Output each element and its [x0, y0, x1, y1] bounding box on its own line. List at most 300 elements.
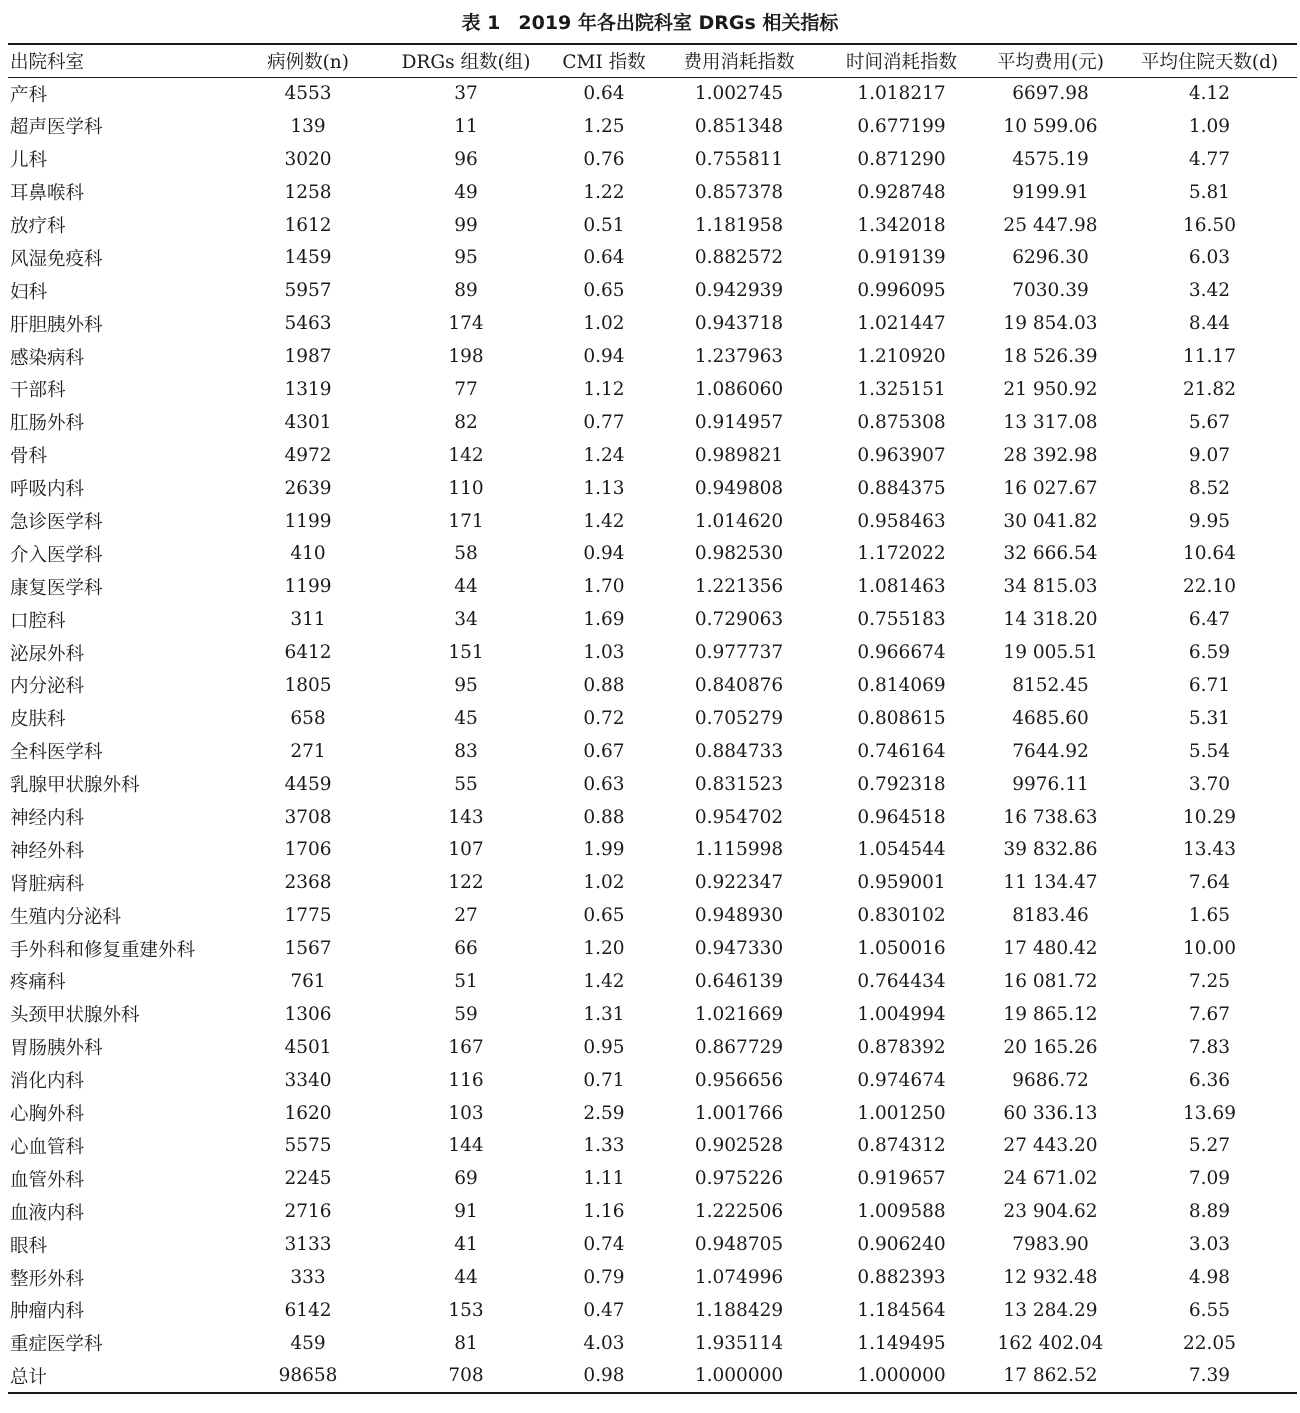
col-header-cmi: CMI 指数 — [554, 44, 654, 77]
cell-cost-index: 1.002745 — [694, 83, 784, 105]
cell-cases: 1258 — [284, 181, 332, 203]
cell-cmi: 1.02 — [583, 313, 625, 335]
cell-cost-index: 0.943718 — [694, 313, 784, 335]
cell-avg-stay: 6.59 — [1188, 642, 1231, 664]
header-row — [8, 44, 1297, 77]
cell-avg-cost: 7030.39 — [1012, 280, 1089, 302]
cell-time-index: 0.928748 — [857, 181, 946, 203]
cell-avg-stay: 6.71 — [1188, 674, 1231, 696]
cell-avg-cost: 11 134.47 — [1003, 872, 1098, 894]
cell-department: 干部科 — [10, 380, 66, 402]
cell-cost-index: 0.884733 — [694, 740, 784, 762]
table-row — [8, 768, 1297, 801]
cell-cases: 4301 — [284, 411, 332, 433]
table-row — [8, 439, 1297, 472]
cell-avg-stay: 1.09 — [1188, 115, 1231, 137]
cell-department: 耳鼻喉科 — [10, 183, 85, 205]
cell-avg-stay: 3.70 — [1188, 773, 1231, 795]
cell-cases: 1775 — [284, 905, 332, 927]
cell-avg-stay: 7.39 — [1122, 1360, 1297, 1393]
cell-time-index: 0.963907 — [857, 444, 946, 466]
cell-avg-stay: 5.67 — [1188, 411, 1231, 433]
table-row — [8, 176, 1297, 209]
cell-cost-index: 0.729063 — [694, 609, 784, 631]
cell-time-index: 0.996095 — [857, 280, 946, 302]
cell-avg-stay: 1.65 — [1188, 905, 1231, 927]
cell-avg-stay: 7.83 — [1188, 1036, 1231, 1058]
cell-department: 乳腺甲状腺外科 — [10, 775, 140, 797]
cell-cases: 1567 — [284, 938, 332, 960]
cell-time-index: 1.210920 — [857, 346, 946, 368]
cell-avg-cost: 14 318.20 — [1003, 609, 1098, 631]
cell-time-index: 0.755183 — [857, 609, 946, 631]
cell-avg-cost: 19 865.12 — [1003, 1003, 1098, 1025]
cell-avg-stay: 5.54 — [1188, 740, 1231, 762]
cell-cmi: 1.03 — [583, 642, 625, 664]
table-row — [8, 1228, 1297, 1261]
cell-cases: 333 — [290, 1267, 326, 1288]
cell-time-index: 1.342018 — [857, 214, 946, 236]
cell-time-index: 1.009588 — [857, 1201, 946, 1223]
cell-drg-groups: 49 — [454, 181, 478, 203]
cell-drg-groups: 44 — [454, 1267, 478, 1288]
cell-cases: 5957 — [284, 280, 332, 302]
cell-avg-stay: 7.64 — [1188, 872, 1231, 894]
cell-time-index: 0.959001 — [857, 872, 946, 894]
cell-drg-groups: 167 — [448, 1036, 484, 1058]
cell-drg-groups: 27 — [454, 905, 478, 927]
cell-department: 总计 — [8, 1360, 238, 1393]
cell-cmi: 1.31 — [583, 1003, 625, 1025]
cell-avg-cost: 162 402.04 — [997, 1332, 1104, 1354]
col-header-avg-stay: 平均住院天数(d) — [1122, 44, 1297, 77]
cell-cmi: 0.79 — [583, 1267, 625, 1288]
cell-cmi: 0.64 — [583, 247, 625, 269]
cell-time-index: 0.677199 — [857, 115, 946, 137]
cell-drg-groups: 198 — [448, 346, 484, 368]
cell-cases: 98658 — [238, 1360, 378, 1393]
cell-drg-groups: 116 — [448, 1069, 484, 1091]
table-row — [8, 472, 1297, 505]
cell-cost-index: 0.948705 — [694, 1234, 784, 1256]
table-row — [8, 1031, 1297, 1064]
cell-time-index: 0.764434 — [857, 970, 946, 992]
cell-cases: 3340 — [284, 1069, 332, 1091]
cell-drg-groups: 91 — [454, 1201, 478, 1223]
cell-cost-index: 0.851348 — [694, 115, 784, 137]
table-row — [8, 998, 1297, 1031]
cell-department: 眼科 — [10, 1235, 48, 1257]
table-row — [8, 801, 1297, 834]
cell-department: 妇科 — [10, 281, 48, 303]
cell-cmi: 1.02 — [583, 872, 625, 894]
cell-cmi: 1.33 — [583, 1135, 625, 1157]
cell-cases: 1706 — [284, 839, 332, 861]
cell-department: 心胸外科 — [10, 1104, 85, 1126]
cell-cmi: 0.63 — [583, 773, 625, 795]
cell-avg-cost: 10 599.06 — [1003, 115, 1098, 137]
cell-time-index: 0.958463 — [857, 510, 946, 532]
cell-cmi: 0.94 — [583, 543, 625, 565]
cell-time-index: 1.000000 — [824, 1360, 979, 1393]
cell-cmi: 1.22 — [583, 181, 625, 203]
cell-cost-index: 0.948930 — [694, 905, 784, 927]
cell-cmi: 0.47 — [583, 1299, 625, 1321]
cell-cases: 4972 — [284, 444, 332, 466]
cell-avg-stay: 10.64 — [1183, 543, 1236, 565]
cell-avg-cost: 20 165.26 — [1003, 1036, 1098, 1058]
cell-drg-groups: 103 — [448, 1102, 484, 1124]
cell-avg-stay: 4.77 — [1188, 148, 1231, 170]
cell-avg-stay: 7.25 — [1188, 970, 1231, 992]
cell-cost-index: 1.181958 — [694, 214, 784, 236]
cell-time-index: 1.184564 — [857, 1299, 946, 1321]
cell-avg-stay: 6.36 — [1188, 1069, 1231, 1091]
col-header-time-index: 时间消耗指数 — [824, 44, 979, 77]
cell-cost-index: 1.074996 — [694, 1267, 784, 1288]
cell-avg-stay: 6.03 — [1188, 247, 1231, 269]
cell-cost-index: 0.947330 — [694, 938, 784, 960]
cell-avg-stay: 3.42 — [1188, 280, 1231, 302]
cell-drg-groups: 151 — [448, 642, 484, 664]
cell-cmi: 1.70 — [583, 576, 625, 598]
table-row — [8, 669, 1297, 702]
cell-department: 肾脏病科 — [10, 873, 85, 895]
table-row — [8, 274, 1297, 307]
table-row — [8, 307, 1297, 340]
table-row — [8, 209, 1297, 242]
cell-avg-cost: 19 005.51 — [1003, 642, 1098, 664]
cell-avg-stay: 10.29 — [1183, 806, 1236, 828]
cell-department: 康复医学科 — [10, 577, 103, 599]
cell-time-index: 0.808615 — [857, 707, 946, 729]
cell-avg-stay: 7.09 — [1188, 1168, 1231, 1190]
cell-avg-cost: 27 443.20 — [1003, 1135, 1098, 1157]
table-row — [8, 702, 1297, 735]
cell-department: 皮肤科 — [10, 709, 66, 731]
cell-avg-stay: 5.81 — [1188, 181, 1231, 203]
table-row — [8, 603, 1297, 636]
cell-avg-cost: 7983.90 — [1012, 1234, 1089, 1256]
cell-cases: 5575 — [284, 1135, 332, 1157]
cell-time-index: 0.814069 — [857, 674, 946, 696]
cell-department: 整形外科 — [10, 1268, 85, 1290]
cell-avg-cost: 13 317.08 — [1003, 411, 1098, 433]
cell-cost-index: 0.867729 — [694, 1036, 784, 1058]
cell-cost-index: 1.001766 — [694, 1102, 784, 1124]
cell-cases: 1319 — [284, 378, 332, 400]
cell-cases: 1612 — [284, 214, 332, 236]
cell-time-index: 1.021447 — [857, 313, 946, 335]
cell-avg-stay: 11.17 — [1183, 346, 1236, 368]
cell-cases: 2639 — [284, 477, 332, 499]
cell-cases: 1620 — [284, 1102, 332, 1124]
cell-time-index: 0.964518 — [857, 806, 946, 828]
cell-drg-groups: 58 — [454, 543, 478, 565]
cell-avg-stay: 13.43 — [1183, 839, 1236, 861]
cell-avg-cost: 13 284.29 — [1003, 1299, 1098, 1321]
table-row — [8, 570, 1297, 603]
cell-cost-index: 0.922347 — [694, 872, 784, 894]
cell-drg-groups: 77 — [454, 378, 478, 400]
cell-time-index: 1.001250 — [857, 1102, 946, 1124]
table-row — [8, 1162, 1297, 1195]
cell-time-index: 0.830102 — [857, 905, 946, 927]
cell-cmi: 0.88 — [583, 674, 625, 696]
cell-department: 疼痛科 — [10, 972, 66, 994]
cell-avg-stay: 8.44 — [1188, 313, 1231, 335]
cell-drg-groups: 110 — [448, 477, 484, 499]
table-row — [8, 110, 1297, 143]
table-row — [8, 505, 1297, 538]
cell-avg-stay: 9.07 — [1188, 444, 1231, 466]
cell-cases: 2716 — [284, 1201, 332, 1223]
cell-drg-groups: 37 — [454, 83, 478, 105]
cell-department: 肝胆胰外科 — [10, 314, 103, 336]
cell-time-index: 0.746164 — [857, 740, 946, 762]
table-row — [8, 1294, 1297, 1327]
cell-drg-groups: 107 — [448, 839, 484, 861]
table-row — [8, 406, 1297, 439]
cell-cmi: 2.59 — [583, 1102, 625, 1124]
cell-cases: 1805 — [284, 674, 332, 696]
total-row — [8, 1360, 1297, 1393]
table-row — [8, 373, 1297, 406]
cell-cmi: 0.64 — [583, 83, 625, 105]
cell-department: 生殖内分泌科 — [10, 906, 122, 928]
cell-avg-stay: 16.50 — [1183, 214, 1236, 236]
cell-department: 儿科 — [10, 150, 48, 172]
cell-avg-cost: 8183.46 — [1012, 905, 1089, 927]
cell-avg-cost: 28 392.98 — [1003, 444, 1098, 466]
cell-time-index: 1.081463 — [857, 576, 946, 598]
cell-department: 内分泌科 — [10, 676, 85, 698]
cell-cases: 1199 — [284, 510, 332, 532]
cell-cost-index: 1.935114 — [694, 1332, 784, 1354]
cell-cases: 1306 — [284, 1003, 332, 1025]
cell-cases: 6412 — [284, 642, 332, 664]
table-title: 2019 年各出院科室 DRGs 相关指标 — [518, 12, 839, 34]
cell-time-index: 1.004994 — [857, 1003, 946, 1025]
cell-avg-stay: 10.00 — [1183, 938, 1236, 960]
table-row — [8, 1327, 1297, 1360]
cell-cost-index: 0.882572 — [694, 247, 784, 269]
table-caption — [0, 10, 1300, 36]
cell-drg-groups: 81 — [454, 1332, 478, 1354]
cell-drg-groups: 34 — [454, 609, 478, 631]
cell-avg-stay: 4.98 — [1188, 1267, 1231, 1288]
cell-time-index: 0.882393 — [857, 1267, 946, 1288]
cell-cmi: 0.65 — [583, 905, 625, 927]
cell-cost-index: 0.975226 — [694, 1168, 784, 1190]
cell-drg-groups: 171 — [448, 510, 484, 532]
cell-cases: 4553 — [284, 83, 332, 105]
cell-drg-groups: 95 — [454, 674, 478, 696]
cell-drg-groups: 99 — [454, 214, 478, 236]
cell-department: 全科医学科 — [10, 742, 103, 764]
cell-drg-groups: 174 — [448, 313, 484, 335]
cell-drg-groups: 153 — [448, 1299, 484, 1321]
cell-drg-groups: 89 — [454, 280, 478, 302]
cell-department: 消化内科 — [10, 1071, 85, 1093]
cell-avg-cost: 21 950.92 — [1003, 378, 1098, 400]
cell-cost-index: 0.840876 — [694, 674, 784, 696]
cell-cost-index: 1.188429 — [694, 1299, 784, 1321]
cell-department: 产科 — [10, 84, 48, 106]
cell-cost-index: 1.014620 — [694, 510, 784, 532]
table-row — [8, 77, 1297, 110]
cell-cmi: 1.16 — [583, 1201, 625, 1223]
cell-drg-groups: 83 — [454, 740, 478, 762]
table-row — [8, 1130, 1297, 1163]
cell-department: 风湿免疫科 — [10, 248, 103, 270]
cell-avg-stay: 9.95 — [1188, 510, 1231, 532]
cell-avg-stay: 7.67 — [1188, 1003, 1231, 1025]
cell-cases: 1987 — [284, 346, 332, 368]
cell-department: 心血管科 — [10, 1136, 85, 1158]
cell-cases: 459 — [290, 1332, 326, 1354]
cell-cmi: 0.67 — [583, 740, 625, 762]
cell-avg-cost: 16 738.63 — [1003, 806, 1098, 828]
cell-cases: 3020 — [284, 148, 332, 170]
cell-department: 急诊医学科 — [10, 512, 103, 534]
cell-cases: 311 — [290, 609, 326, 631]
cell-time-index: 0.906240 — [857, 1234, 946, 1256]
cell-cost-index: 0.857378 — [694, 181, 784, 203]
cell-drg-groups: 45 — [454, 707, 478, 729]
cell-cmi: 0.94 — [583, 346, 625, 368]
cell-cost-index: 0.954702 — [694, 806, 784, 828]
col-header-drg-groups: DRGs 组数(组) — [378, 44, 554, 77]
cell-avg-cost: 9976.11 — [1012, 773, 1089, 795]
cell-cmi: 0.77 — [583, 411, 625, 433]
cell-department: 感染病科 — [10, 347, 85, 369]
cell-avg-stay: 5.27 — [1188, 1135, 1231, 1157]
cell-cases: 2368 — [284, 872, 332, 894]
cell-cmi: 1.69 — [583, 609, 625, 631]
cell-avg-stay: 6.55 — [1188, 1299, 1231, 1321]
cell-cases: 2245 — [284, 1168, 332, 1190]
cell-cases: 1459 — [284, 247, 332, 269]
cell-avg-cost: 25 447.98 — [1003, 214, 1098, 236]
cell-avg-stay: 21.82 — [1183, 378, 1236, 400]
cell-avg-stay: 22.05 — [1183, 1332, 1236, 1354]
table-row — [8, 932, 1297, 965]
cell-department: 神经外科 — [10, 840, 85, 862]
cell-cases: 139 — [290, 115, 326, 137]
cell-avg-cost: 24 671.02 — [1003, 1168, 1098, 1190]
cell-avg-cost: 39 832.86 — [1003, 839, 1098, 861]
cell-cmi: 0.71 — [583, 1069, 625, 1091]
cell-drg-groups: 69 — [454, 1168, 478, 1190]
col-header-avg-cost: 平均费用(元) — [979, 44, 1122, 77]
cell-avg-stay: 6.47 — [1188, 609, 1231, 631]
cell-cost-index: 1.115998 — [694, 839, 784, 861]
cell-department: 介入医学科 — [10, 544, 103, 566]
cell-drg-groups: 95 — [454, 247, 478, 269]
cell-cost-index: 0.755811 — [694, 148, 784, 170]
cell-cost-index: 1.021669 — [694, 1003, 784, 1025]
cell-cmi: 0.98 — [554, 1360, 654, 1393]
cell-avg-cost: 8152.45 — [1012, 674, 1089, 696]
table-row — [8, 241, 1297, 274]
cell-department: 头颈甲状腺外科 — [10, 1005, 140, 1027]
cell-avg-cost: 17 862.52 — [979, 1360, 1122, 1393]
cell-cmi: 1.24 — [583, 444, 625, 466]
cell-time-index: 0.884375 — [857, 477, 946, 499]
cell-time-index: 0.874312 — [857, 1135, 946, 1157]
cell-cases: 1199 — [284, 576, 332, 598]
cell-cmi: 1.13 — [583, 477, 625, 499]
cell-avg-cost: 4685.60 — [1012, 707, 1089, 729]
table-row — [8, 143, 1297, 176]
cell-cmi: 0.74 — [583, 1234, 625, 1256]
cell-avg-stay: 8.52 — [1188, 477, 1231, 499]
cell-cases: 3133 — [284, 1234, 332, 1256]
cell-cost-index: 1.000000 — [654, 1360, 824, 1393]
cell-cases: 271 — [290, 740, 326, 762]
cell-cost-index: 0.949808 — [694, 477, 784, 499]
cell-department: 放疗科 — [10, 216, 66, 237]
cell-department: 呼吸内科 — [10, 479, 85, 501]
cell-cost-index: 1.222506 — [694, 1201, 784, 1223]
cell-time-index: 1.149495 — [857, 1332, 946, 1354]
cell-cmi: 0.65 — [583, 280, 625, 302]
cell-cost-index: 0.831523 — [694, 773, 784, 795]
cell-drg-groups: 51 — [454, 970, 478, 992]
cell-time-index: 0.871290 — [857, 148, 946, 170]
cell-avg-stay: 4.12 — [1188, 83, 1231, 105]
cell-avg-cost: 32 666.54 — [1003, 543, 1098, 565]
cell-department: 肿瘤内科 — [10, 1301, 85, 1323]
cell-cmi: 1.42 — [583, 970, 625, 992]
cell-cmi: 0.95 — [583, 1036, 625, 1058]
table-row — [8, 833, 1297, 866]
cell-department: 胃肠胰外科 — [10, 1038, 103, 1060]
cell-cmi: 1.20 — [583, 938, 625, 960]
table-row — [8, 965, 1297, 998]
cell-cases: 6142 — [284, 1299, 332, 1321]
col-header-cases: 病例数(n) — [238, 44, 378, 77]
cell-department: 口腔科 — [10, 610, 66, 632]
cell-avg-cost: 7644.92 — [1012, 740, 1089, 762]
cell-time-index: 1.018217 — [857, 83, 946, 105]
cell-cost-index: 0.989821 — [694, 444, 784, 466]
cell-drg-groups: 59 — [454, 1003, 478, 1025]
table-row — [8, 1097, 1297, 1130]
cell-avg-cost: 12 932.48 — [1003, 1267, 1098, 1288]
cell-department: 骨科 — [10, 446, 48, 468]
cell-time-index: 1.050016 — [857, 938, 946, 960]
cell-drg-groups: 142 — [448, 444, 484, 466]
cell-time-index: 1.325151 — [857, 378, 946, 400]
cell-avg-cost: 9686.72 — [1012, 1069, 1089, 1091]
cell-department: 血液内科 — [10, 1202, 85, 1224]
cell-drg-groups: 122 — [448, 872, 484, 894]
cell-avg-cost: 6296.30 — [1012, 247, 1089, 269]
cell-time-index: 0.875308 — [857, 411, 946, 433]
cell-cmi: 1.25 — [583, 115, 625, 137]
cell-cmi: 0.51 — [583, 214, 625, 236]
cell-avg-cost: 30 041.82 — [1003, 510, 1098, 532]
cell-department: 超声医学科 — [10, 117, 103, 139]
cell-cases: 3708 — [284, 806, 332, 828]
cell-drg-groups: 82 — [454, 411, 478, 433]
cell-cases: 5463 — [284, 313, 332, 335]
cell-cost-index: 0.646139 — [694, 970, 784, 992]
table-row — [8, 636, 1297, 669]
col-header-cost-index: 费用消耗指数 — [654, 44, 824, 77]
